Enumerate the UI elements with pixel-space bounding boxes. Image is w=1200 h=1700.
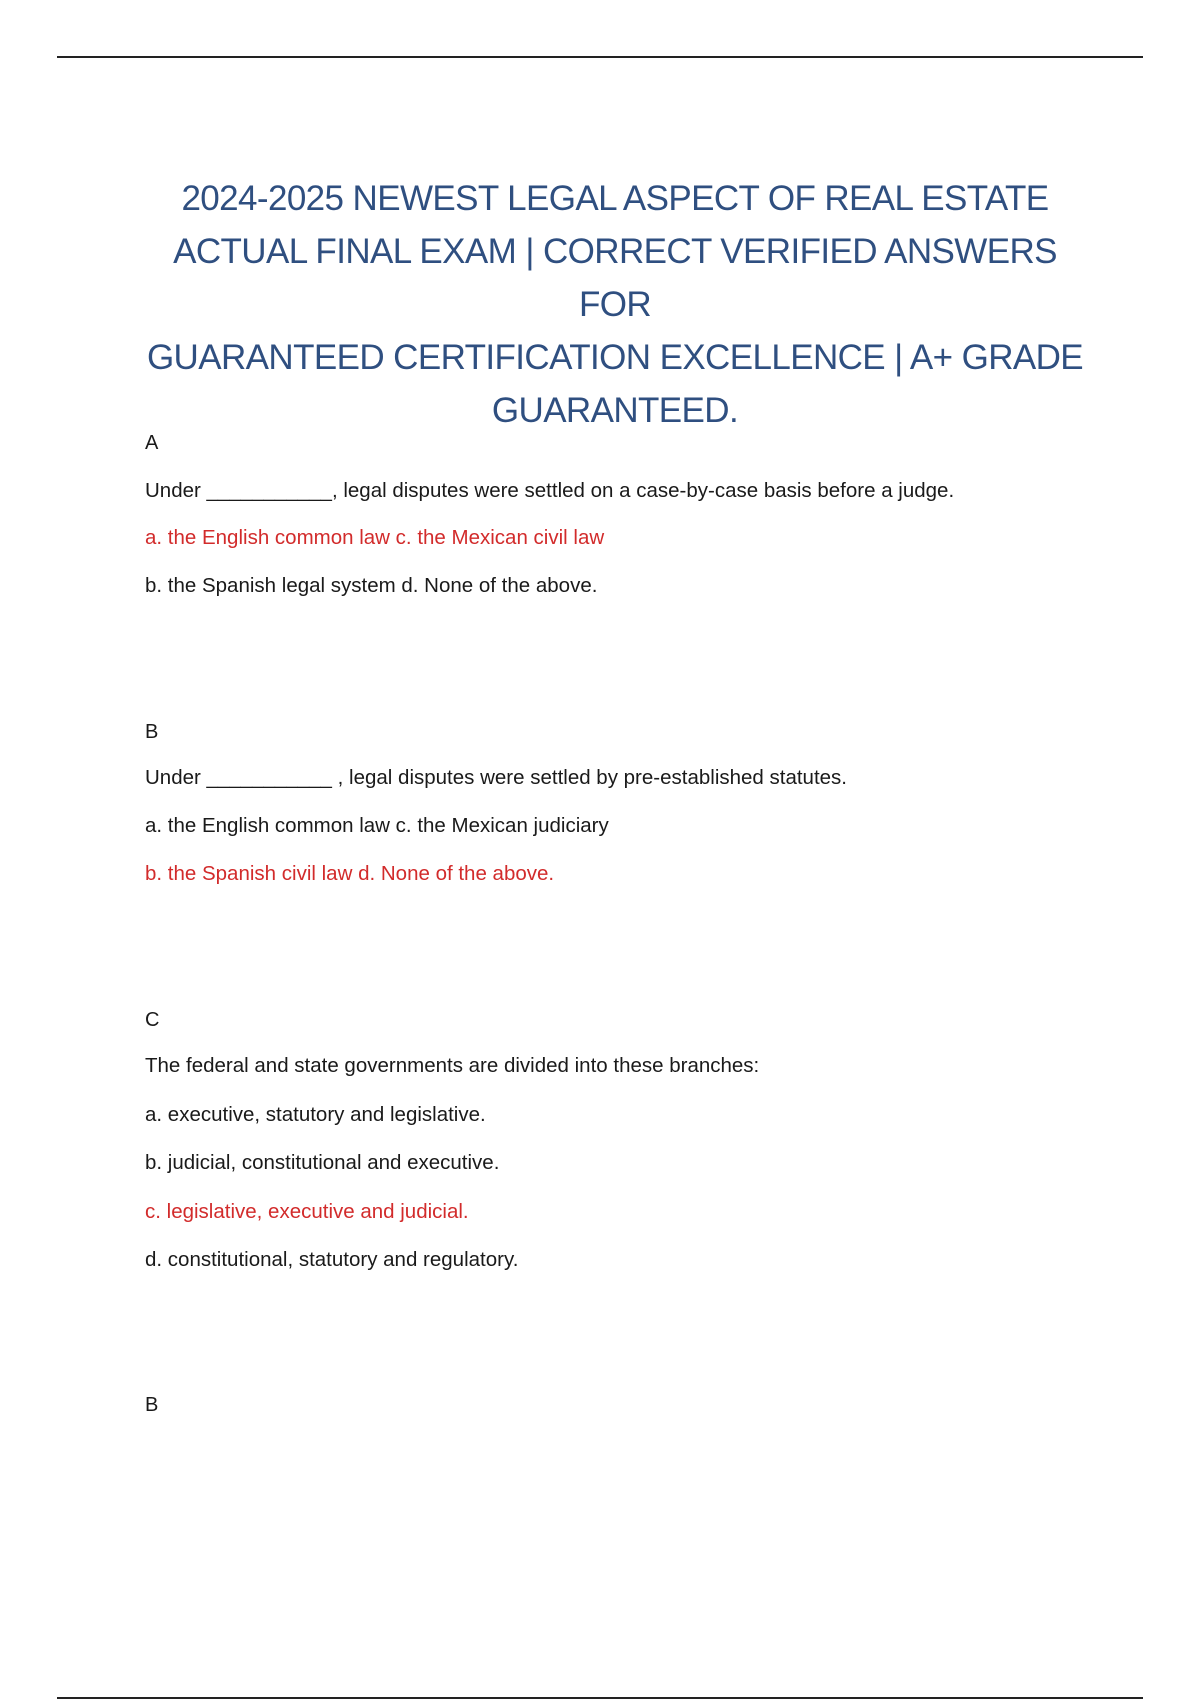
question-prompt: Under ___________ , legal disputes were settled by pre-established statutes. (145, 766, 848, 789)
title-line: ACTUAL FINAL EXAM | CORRECT VERIFIED ANSWERS FOR (173, 232, 1057, 324)
title-line: 2024-2025 NEWEST LEGAL ASPECT OF REAL ESTATE (181, 179, 1049, 218)
title-line: GUARANTEED CERTIFICATION EXCELLENCE | A+ GRADE (146, 338, 1084, 377)
question-prompt: Under ___________, legal disputes were settled on a case-by-case basis before a judge. (145, 479, 955, 502)
option-line-correct: c. legislative, executive and judicial. (145, 1200, 469, 1223)
top-rule (57, 56, 1143, 58)
option-line-correct: b. the Spanish civil law d. None of the above. (145, 862, 555, 885)
option-line: d. constitutional, statutory and regulatory. (145, 1248, 519, 1271)
title-line: GUARANTEED. (491, 391, 739, 430)
answer-key: A (145, 432, 159, 454)
bottom-rule (57, 1697, 1143, 1699)
option-line-correct: a. the English common law c. the Mexican civil law (145, 526, 605, 549)
option-line: b. judicial, constitutional and executive. (145, 1151, 500, 1174)
answer-key: B (145, 1394, 159, 1416)
option-line: a. the English common law c. the Mexican judiciary (145, 814, 609, 837)
option-line: a. executive, statutory and legislative. (145, 1103, 486, 1126)
question-prompt: The federal and state governments are divided into these branches: (145, 1054, 760, 1077)
answer-key: B (145, 721, 159, 743)
option-line: b. the Spanish legal system d. None of the above. (145, 574, 598, 597)
page-title (140, 172, 1090, 437)
answer-key: C (145, 1009, 160, 1031)
